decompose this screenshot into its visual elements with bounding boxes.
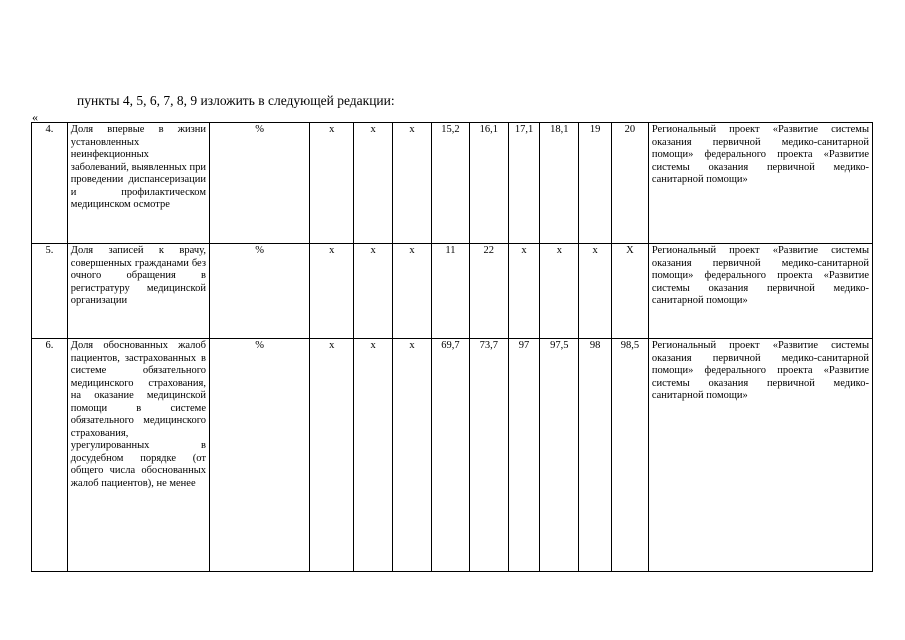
opening-quote-mark: « [32,110,38,124]
value-cell: 22 [469,244,508,339]
value-cell: 73,7 [469,339,508,572]
value-cell: 18,1 [540,123,579,244]
value-cell: х [354,244,393,339]
value-cell: х [393,244,432,339]
value-cell: х [310,339,354,572]
indicator-name: Доля записей к врачу, совершенных гражданами без очного обращения в регистратуру медицинской организации [67,244,209,339]
value-cell: 97 [508,339,540,572]
source-cell: Региональный проект «Развитие системы оказания первичной медико-санитарной помощи» федерального проекта «Развитие системы оказания первичной медико-санитарной помощи» [648,244,872,339]
table-row [32,339,873,572]
row-number: 4. [32,123,68,244]
indicator-name: Доля впервые в жизни установленных неинфекционных заболеваний, выявленных при проведении диспансеризации и профилактическом медицинском осмотре [67,123,209,244]
indicators-table [31,122,873,572]
value-cell: 20 [612,123,649,244]
indicator-name: Доля обоснованных жалоб пациентов, застрахованных в системе обязательного медицинского страхования, на оказание медицинской помощи в системе обязательного медицинского страхования, урегулированных в досудебном порядке (от общего числа обоснованных жалоб пациентов), не менее [67,339,209,572]
unit-cell: % [210,244,310,339]
value-cell: 17,1 [508,123,540,244]
value-cell: х [310,123,354,244]
row-number: 6. [32,339,68,572]
value-cell: 97,5 [540,339,579,572]
source-cell: Региональный проект «Развитие системы оказания первичной медико-санитарной помощи» федерального проекта «Развитие системы оказания первичной медико-санитарной помощи» [648,339,872,572]
value-cell: х [354,339,393,572]
value-cell: х [393,339,432,572]
table-row [32,123,873,244]
value-cell: х [393,123,432,244]
value-cell: х [310,244,354,339]
table-row [32,244,873,339]
value-cell: 16,1 [469,123,508,244]
unit-cell: % [210,339,310,572]
value-cell: х [354,123,393,244]
amendment-intro-text: пункты 4, 5, 6, 7, 8, 9 изложить в следующей редакции: [77,93,395,108]
value-cell: 98,5 [612,339,649,572]
value-cell: 11 [431,244,469,339]
row-number: 5. [32,244,68,339]
source-cell: Региональный проект «Развитие системы оказания первичной медико-санитарной помощи» федерального проекта «Развитие системы оказания первичной медико-санитарной помощи» [648,123,872,244]
value-cell: 19 [579,123,612,244]
value-cell: 98 [579,339,612,572]
unit-cell: % [210,123,310,244]
value-cell: х [579,244,612,339]
value-cell: 69,7 [431,339,469,572]
value-cell: х [540,244,579,339]
value-cell: х [508,244,540,339]
value-cell: Х [612,244,649,339]
value-cell: 15,2 [431,123,469,244]
